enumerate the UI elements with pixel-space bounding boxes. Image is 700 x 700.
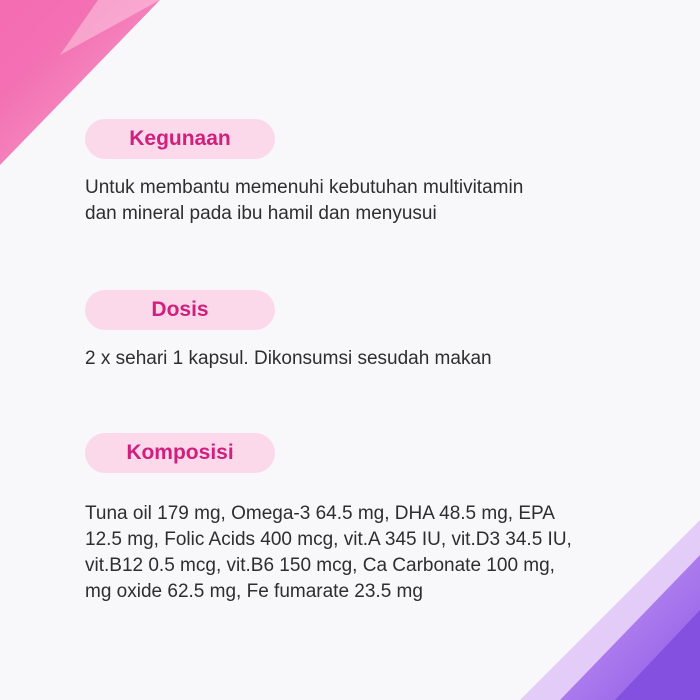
komposisi-heading-pill: Komposisi [85, 433, 275, 473]
section-komposisi [85, 433, 645, 605]
kegunaan-text: Untuk membantu memenuhi kebutuhan multivitamin dan mineral pada ibu hamil dan menyusui [85, 177, 524, 224]
section-kegunaan [85, 119, 645, 227]
kegunaan-heading-pill: Kegunaan [85, 119, 275, 159]
dosis-heading-pill: Dosis [85, 290, 275, 330]
komposisi-text: Tuna oil 179 mg, Omega-3 64.5 mg, DHA 48.5 mg, EPA 12.5 mg, Folic Acids 400 mcg, vit.A 345 IU, vit.D3 34.5 IU, vit.B12 0.5 mcg, vit.B6 150 mcg, Ca Carbonate 100 mg, mg oxide 62.5 mg, Fe fumarate 23.5 mg [85, 503, 572, 602]
dosis-text: 2 x sehari 1 kapsul. Dikonsumsi sesudah makan [85, 348, 492, 369]
section-dosis [85, 290, 645, 372]
